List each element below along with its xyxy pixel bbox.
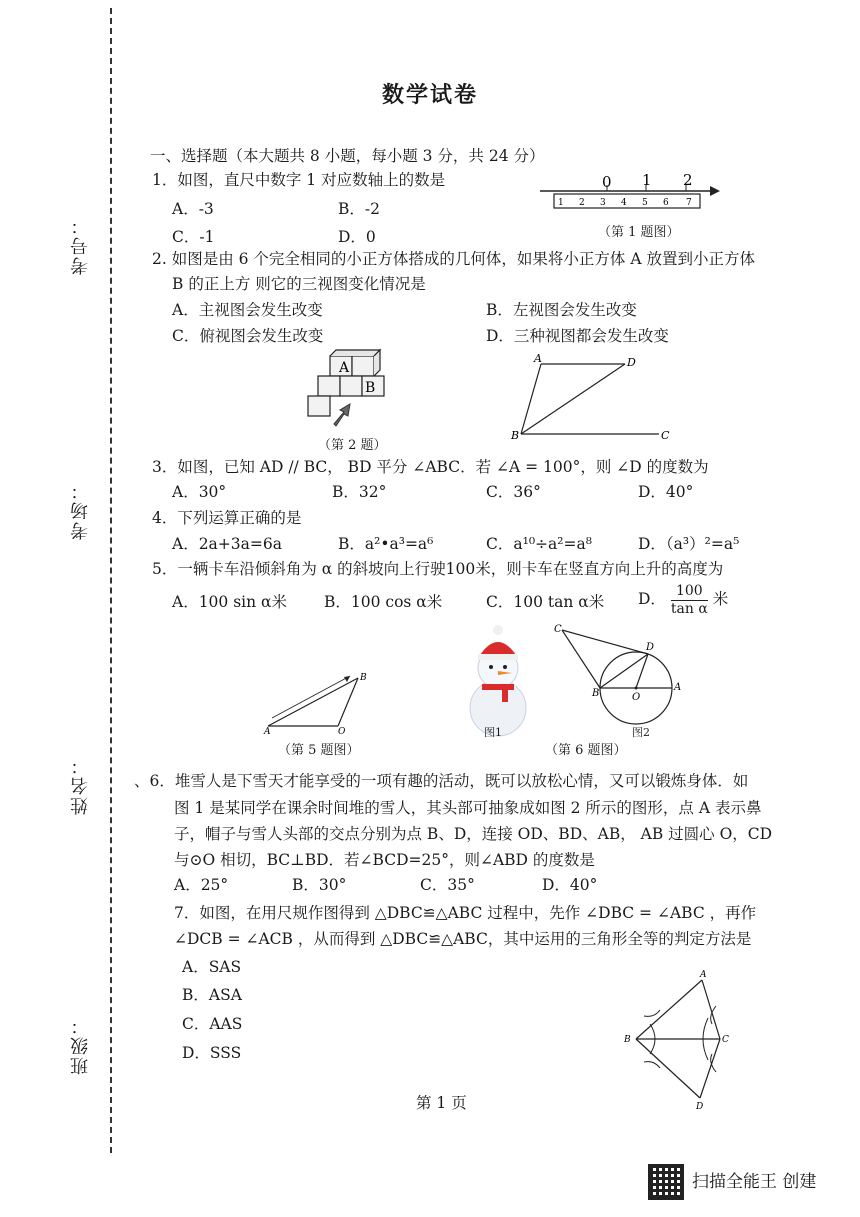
- q6-stem-line4: 与⊙O 相切，BC⊥BD．若∠BCD=25°，则∠ABD 的度数是: [174, 851, 595, 869]
- q3-parallelogram-figure: [505, 352, 680, 444]
- q7-stem-line2: ∠DCB = ∠ACB ，从而得到 △DBC≌△ABC，其中运用的三角形全等的判定方法是: [174, 930, 752, 948]
- q2-stem-line2: B 的正上方 则它的三视图变化情况是: [172, 275, 426, 293]
- q6-point-a: A: [674, 682, 682, 693]
- q6-fig2-label: 图2: [632, 726, 650, 739]
- q2-option-a: A．主视图会发生改变: [172, 301, 323, 319]
- q5-point-a: A: [264, 727, 271, 736]
- q3-option-d: D．40°: [638, 483, 694, 501]
- q1-stem: 1．如图，直尺中数字 1 对应数轴上的数是: [152, 171, 446, 189]
- q1-option-a: A．-3: [172, 200, 214, 218]
- q1-ruler-tick: 5: [642, 198, 648, 208]
- q4-option-a: A．2a+3a=6a: [172, 535, 282, 553]
- side-label-banji: 班级：: [70, 1015, 91, 1075]
- q1-option-d: D．0: [338, 228, 376, 246]
- q7-option-b: B．ASA: [182, 986, 242, 1004]
- q1-ruler-tick: 2: [579, 198, 585, 208]
- q5-option-a: A．100 sin α米: [172, 593, 287, 611]
- q5-option-d: [638, 582, 728, 618]
- q2-cube-label-b: B: [365, 380, 376, 396]
- q5-point-b: B: [360, 673, 367, 683]
- q3-option-c: C．36°: [486, 483, 541, 501]
- binding-line: [110, 8, 112, 1153]
- q1-ruler-figure: [538, 172, 723, 218]
- q6-point-o: O: [632, 692, 641, 703]
- q3-point-c: C: [661, 429, 670, 442]
- q3-point-d: D: [627, 356, 636, 369]
- q7-point-c: C: [722, 1035, 729, 1045]
- q1-ruler-tick: 6: [663, 198, 669, 208]
- q3-option-a: A．30°: [172, 483, 227, 501]
- q3-option-b: B．32°: [332, 483, 387, 501]
- q5-stem: 5．一辆卡车沿倾斜角为 α 的斜坡向上行驶100米，则卡车在竖直方向上升的高度为: [152, 560, 724, 578]
- q5-option-d-suffix: 米: [712, 590, 729, 608]
- q4-option-b: B．a²•a³=a⁶: [338, 535, 434, 553]
- q4-stem: 4．下列运算正确的是: [152, 509, 302, 527]
- scanner-watermark: 扫描全能王 创建: [692, 1172, 817, 1192]
- q2-option-d: D．三种视图都会发生改变: [486, 327, 669, 345]
- q1-ruler-tick: 1: [558, 198, 564, 208]
- q2-stem-line1: 2. 如图是由 6 个完全相同的小正方体搭成的几何体，如果将小正方体 A 放置到小正方体: [152, 250, 755, 268]
- q2-option-c: C．俯视图会发生改变: [172, 327, 324, 345]
- qr-code-icon: [648, 1164, 684, 1200]
- q7-option-c: C．AAS: [182, 1015, 243, 1033]
- q1-option-b: B．-2: [338, 200, 380, 218]
- q6-point-b: B: [592, 688, 600, 699]
- side-label-kaohao: 考号：: [70, 215, 91, 275]
- q7-stem-line1: 7．如图，在用尺规作图得到 △DBC≌△ABC 过程中，先作 ∠DBC = ∠ABC ，再作: [174, 904, 757, 922]
- q6-stem-line3: 子，帽子与雪人头部的交点分别为点 B、D，连接 OD、BD、AB， AB 过圆心 O，CD: [174, 825, 773, 843]
- page-number: 第 1 页: [416, 1094, 467, 1112]
- q1-axis-label-1: 1: [642, 172, 652, 189]
- q7-compass-figure: [620, 966, 750, 1112]
- q3-point-a: A: [534, 352, 542, 365]
- q6-stem-line2: 图 1 是某同学在课余时间堆的雪人，其头部可抽象成如图 2 所示的图形，点 A 表示鼻: [174, 799, 762, 817]
- q5-option-d-prefix: D．: [638, 590, 666, 608]
- q1-ruler-tick: 3: [600, 198, 606, 208]
- q5-d-numerator: 100: [671, 583, 708, 601]
- q1-option-c: C．-1: [172, 228, 215, 246]
- q1-caption: （第 1 题图）: [598, 225, 680, 240]
- q7-option-d: D．SSS: [182, 1044, 242, 1062]
- q7-point-d: D: [696, 1102, 704, 1112]
- q2-caption: （第 2 题）: [318, 438, 387, 453]
- q2-cube-figure: [300, 348, 392, 430]
- q6-option-a: A．25°: [174, 876, 229, 894]
- q5-point-o: O: [338, 727, 346, 736]
- q5-caption: （第 5 题图）: [278, 743, 360, 758]
- q4-option-d: D．（a³）²=a⁵: [638, 535, 740, 553]
- q5-option-c: C．100 tan α米: [486, 593, 605, 611]
- page-title: 数学试卷: [381, 82, 478, 108]
- q6-option-d: D．40°: [542, 876, 598, 894]
- q3-point-b: B: [511, 429, 520, 442]
- q7-option-a: A．SAS: [182, 958, 242, 976]
- q1-ruler-tick: 4: [621, 198, 627, 208]
- q3-stem: 3．如图，已知 AD // BC， BD 平分 ∠ABC．若 ∠A = 100°，则 ∠D 的度数为: [152, 458, 709, 476]
- q2-cube-label-a: A: [339, 360, 350, 376]
- q6-circle-figure: [550, 622, 688, 736]
- q5-option-d-fraction: [671, 583, 708, 618]
- q6-option-c: C．35°: [420, 876, 475, 894]
- q2-option-b: B．左视图会发生改变: [486, 301, 637, 319]
- q5-option-b: B．100 cos α米: [324, 593, 443, 611]
- q7-point-b: B: [624, 1035, 631, 1045]
- q6-stem-line1: 、6．堆雪人是下雪天才能享受的一项有趣的活动，既可以放松心情，又可以锻炼身体．如: [134, 772, 749, 790]
- q6-point-c: C: [554, 624, 562, 635]
- q6-fig1-label: 图1: [484, 726, 502, 739]
- side-label-kaochang: 考场：: [70, 480, 91, 540]
- q7-point-a: A: [700, 970, 707, 980]
- q1-axis-label-0: 0: [602, 173, 612, 191]
- q6-caption: （第 6 题图）: [545, 743, 627, 758]
- section-heading: 一、选择题（本大题共 8 小题，每小题 3 分，共 24 分）: [150, 147, 545, 165]
- q5-d-denominator: tan α: [670, 600, 708, 617]
- q6-point-d: D: [646, 642, 655, 653]
- side-label-xingming: 姓名：: [70, 755, 91, 815]
- q1-axis-label-2: 2: [683, 172, 693, 189]
- q6-option-b: B．30°: [292, 876, 347, 894]
- q6-snowman-image: [454, 622, 540, 738]
- q4-option-c: C．a¹⁰÷a²=a⁸: [486, 535, 592, 553]
- q5-slope-figure: [262, 668, 374, 736]
- q1-ruler-tick: 7: [686, 198, 692, 208]
